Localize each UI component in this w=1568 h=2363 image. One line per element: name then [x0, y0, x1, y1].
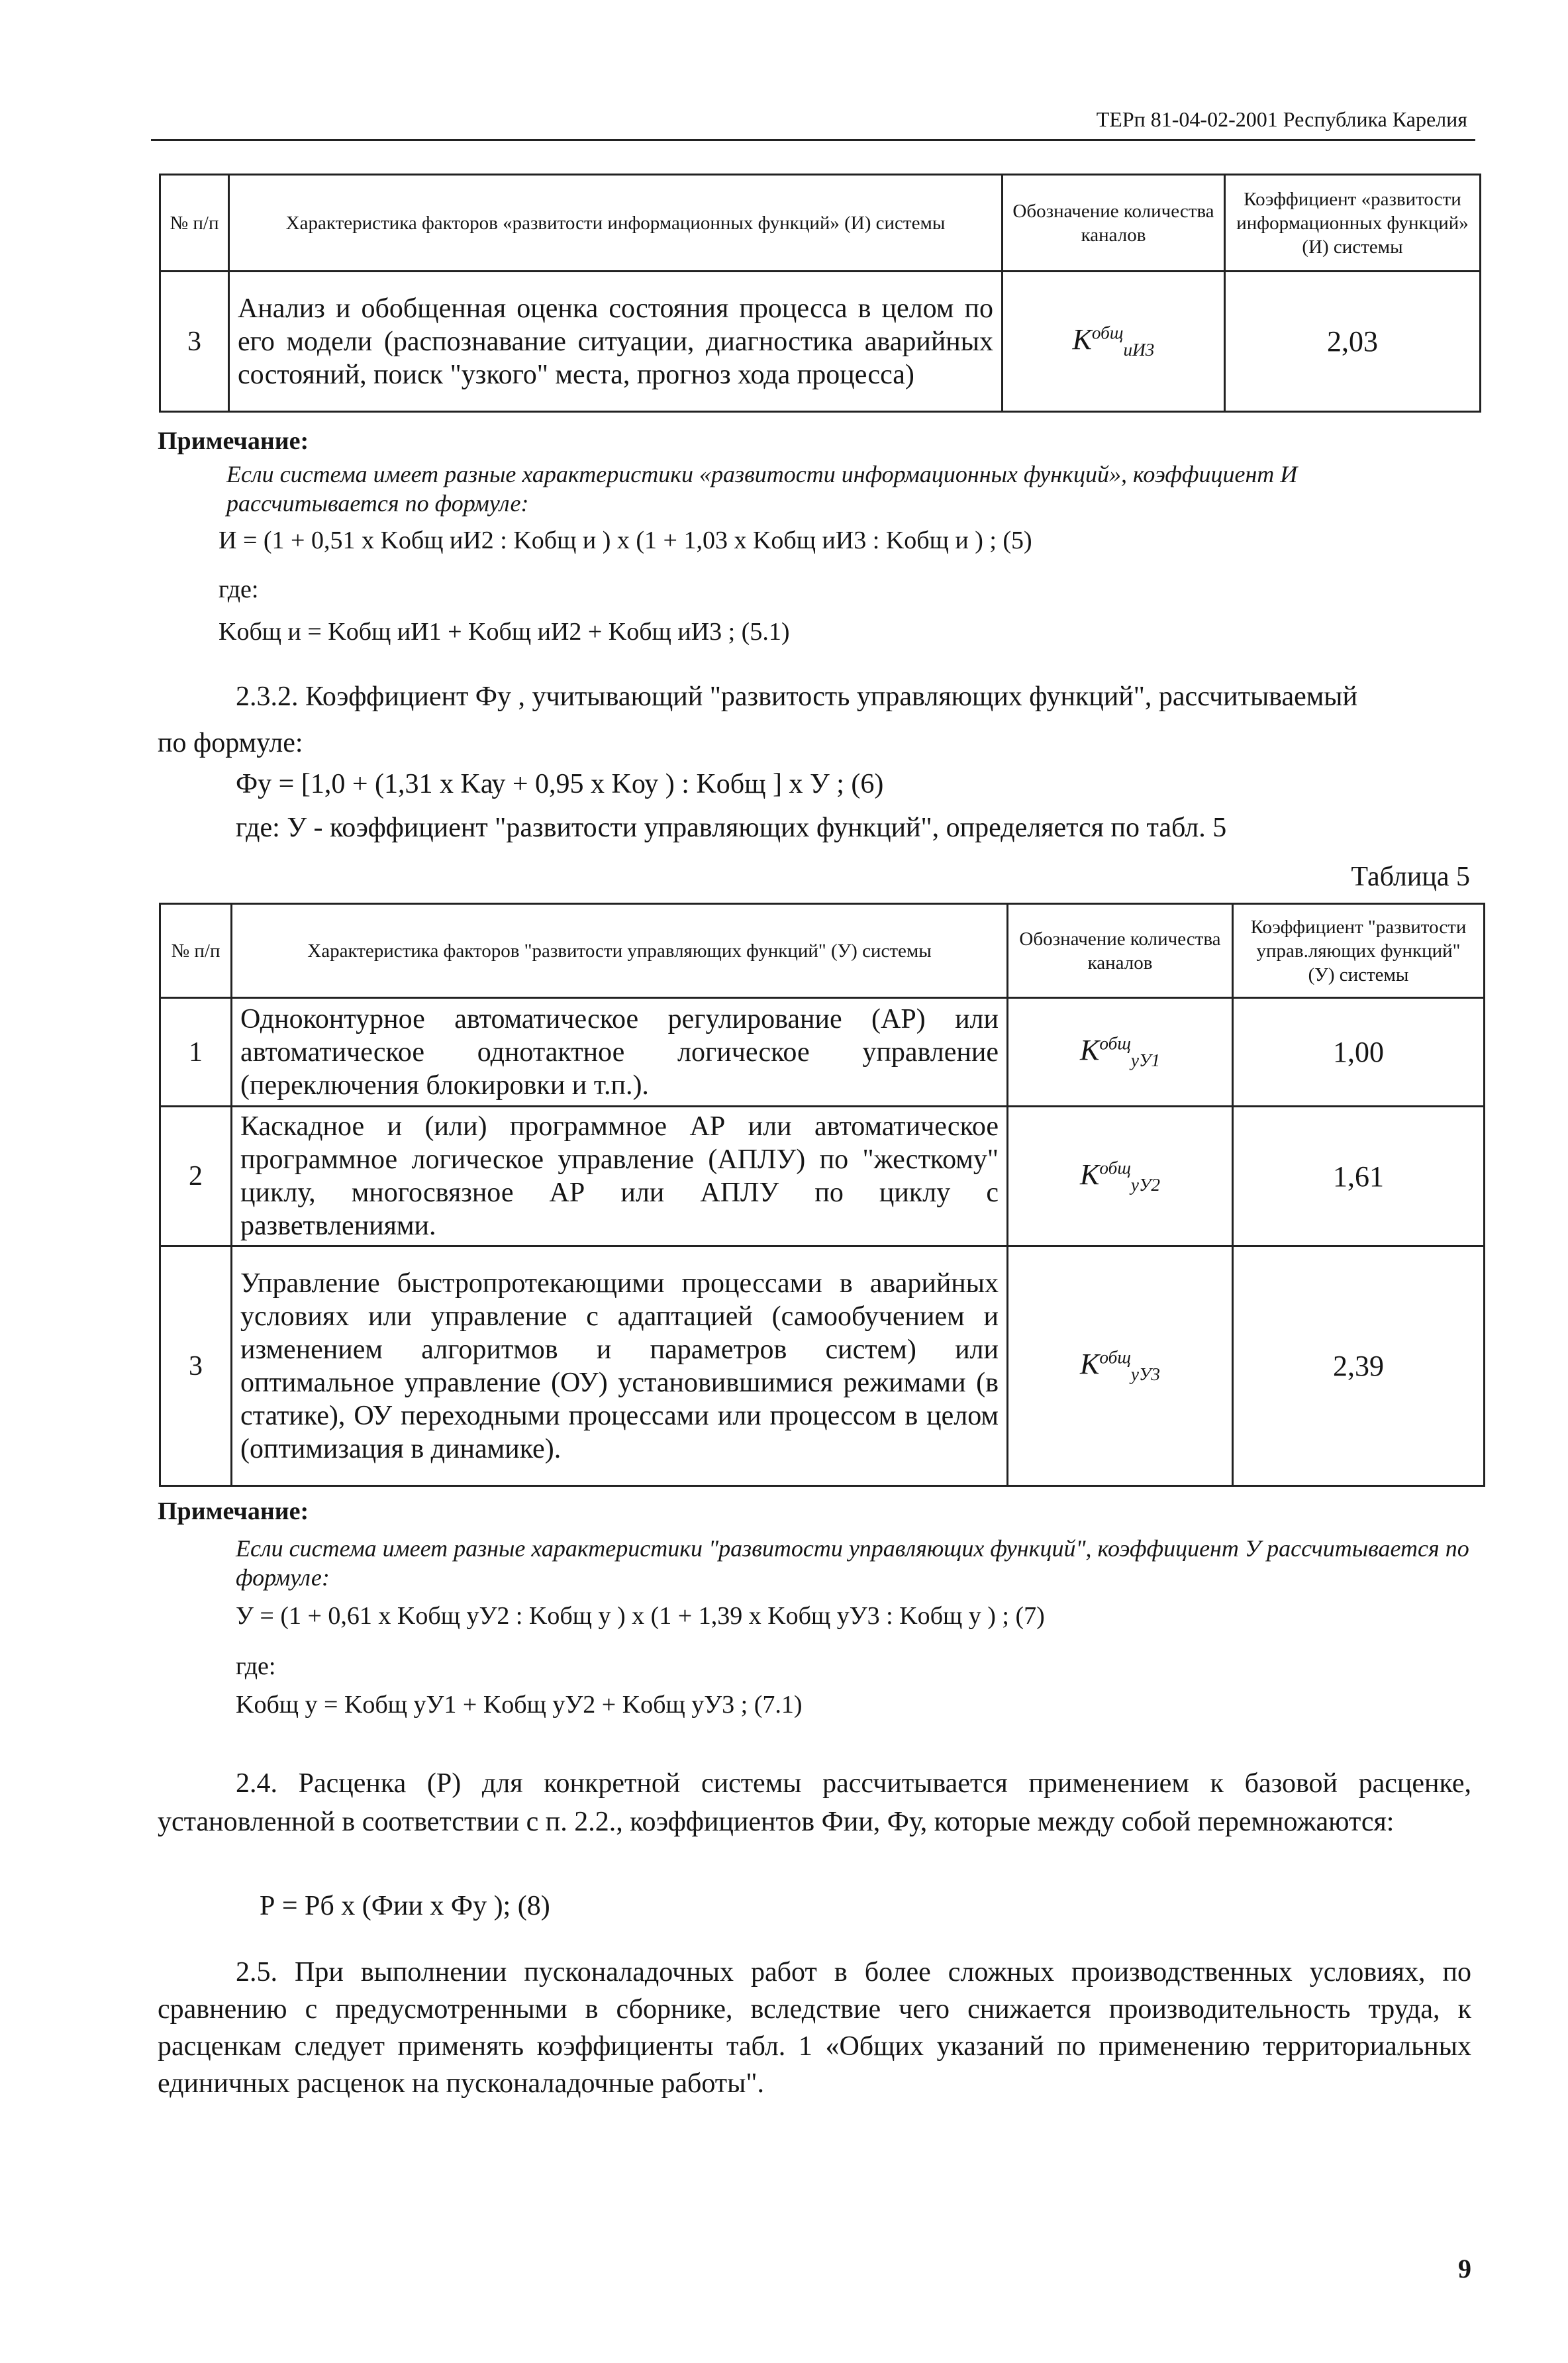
- table-row: [160, 272, 1481, 412]
- row-num: 1: [160, 998, 232, 1107]
- row-num: 3: [160, 272, 229, 412]
- note2-title: Примечание:: [158, 1497, 309, 1525]
- table-row: [160, 998, 1485, 1107]
- note1-title: Примечание:: [158, 427, 309, 455]
- col-header-symbol: Обозначение количества каналов: [1003, 175, 1225, 272]
- para-2-3-2-where: где: У - коэффициент "развитости управляющих функций", определяется по табл. 5: [236, 813, 1227, 843]
- note2-formula: У = (1 + 0,61 х Kобщ уУ2 : Kобщ у ) х (1 + 1,39 х Kобщ уУ3 : Kобщ у ) ; (7): [236, 1602, 1045, 1630]
- col-header-coefficient: Коэффициент "развитости управ.ляющих функций" (У) системы: [1233, 904, 1485, 998]
- col-header-characteristic: Характеристика факторов "развитости управляющих функций" (У) системы: [232, 904, 1008, 998]
- row-text: Управление быстропротекающими процессами в аварийных условиях или управление с адаптацией (самообучением и изменением алгоритмов и параметров систем) или оптимальное управление (ОУ) установившимися режимами (в статике), ОУ переходными процессами или процессом в целом (оптимизация в динамике).: [232, 1246, 1008, 1486]
- row-text: Каскадное и (или) программное АР или автоматическое программное логическое управление (АПЛУ) по "жесткому" циклу, многосвязное АР или АПЛУ по циклу с разветвлениями.: [232, 1107, 1008, 1246]
- note2-where: где:: [236, 1652, 276, 1680]
- formula-6: Фу = [1,0 + (1,31 х Kау + 0,95 х Kоу ) : Kобщ ] х У ; (6): [236, 769, 884, 799]
- note1-where: где:: [219, 576, 259, 603]
- page-number: 9: [1458, 2254, 1471, 2284]
- header-text: ТЕРп 81-04-02-2001 Республика Карелия: [1096, 107, 1467, 131]
- note1-formula-sum: Kобщ и = Kобщ иИ1 + Kобщ иИ2 + Kобщ иИ3 ; (5.1): [219, 618, 790, 646]
- table-info-functions: [159, 174, 1481, 413]
- para-2-4: 2.4. Расценка (Р) для конкретной системы рассчитывается применением к базовой расценке, установленной в соответствии с п. 2.2., коэффициентов Фии, Фу, которые между собой перемножаются:: [158, 1768, 1471, 1837]
- para-2-3-2-line2: по формуле:: [158, 728, 303, 758]
- note2-text: Если система имеет разные характеристики "развитости управляющих функций", коэффициент У рассчитывается по формуле:: [236, 1535, 1469, 1591]
- note1-text: Если система имеет разные характеристики «развитости информационных функций», коэффициент И рассчитывается по формуле:: [226, 461, 1298, 517]
- para-2-3-2-line1: 2.3.2. Коэффициент Фу , учитывающий "развитость управляющих функций", рассчитываемый: [236, 681, 1358, 712]
- formula-8: Р = Рб х (Фии х Фу ); (8): [260, 1891, 550, 1921]
- page-header: [151, 105, 1475, 141]
- row-text: Анализ и обобщенная оценка состояния процесса в целом по его модели (распознавание ситуации, диагностика аварийных состояний, поиск "узкого" места, прогноз хода процесса): [229, 272, 1003, 412]
- row-symbol: $K^{общ}_{уУ2}$: [1008, 1107, 1233, 1246]
- row-num: 2: [160, 1107, 232, 1246]
- table-row: [160, 1107, 1485, 1246]
- table-row: [160, 1246, 1485, 1486]
- row-text: Одноконтурное автоматическое регулирование (АР) или автоматическое однотактное логическое управление (переключения блокировки и т.п.).: [232, 998, 1008, 1107]
- row-symbol: $K^{общ}_{иИ3}$: [1003, 272, 1225, 412]
- col-header-characteristic: Характеристика факторов «развитости информационных функций» (И) системы: [229, 175, 1003, 272]
- note2-formula-sum: Kобщ у = Kобщ уУ1 + Kобщ уУ2 + Kобщ уУ3 ; (7.1): [236, 1691, 803, 1719]
- row-num: 3: [160, 1246, 232, 1486]
- col-header-num: № п/п: [160, 175, 229, 272]
- para-2-5: 2.5. При выполнении пусконаладочных работ в более сложных производственных условиях, по сравнению с предусмотренными в сборнике, вследствие чего снижается производительность труда, к расценкам следует применять коэффициенты табл. 1 «Общих указаний по применению территориальных единичных расценок на пусконаладочные работы".: [158, 1957, 1471, 2099]
- table-control-functions: [159, 903, 1485, 1487]
- col-header-symbol: Обозначение количества каналов: [1008, 904, 1233, 998]
- table5-title: Таблица 5: [1351, 862, 1470, 892]
- row-symbol: $K^{общ}_{уУ1}$: [1008, 998, 1233, 1107]
- row-value: 1,61: [1233, 1107, 1485, 1246]
- row-symbol: $K^{общ}_{уУ3}$: [1008, 1246, 1233, 1486]
- col-header-coefficient: Коэффициент «развитости информационных функций» (И) системы: [1225, 175, 1481, 272]
- row-value: 1,00: [1233, 998, 1485, 1107]
- note1-formula: И = (1 + 0,51 х Kобщ иИ2 : Kобщ и ) х (1 + 1,03 х Kобщ иИ3 : Kобщ и ) ; (5): [219, 527, 1032, 554]
- row-value: 2,03: [1225, 272, 1481, 412]
- col-header-num: № п/п: [160, 904, 232, 998]
- row-value: 2,39: [1233, 1246, 1485, 1486]
